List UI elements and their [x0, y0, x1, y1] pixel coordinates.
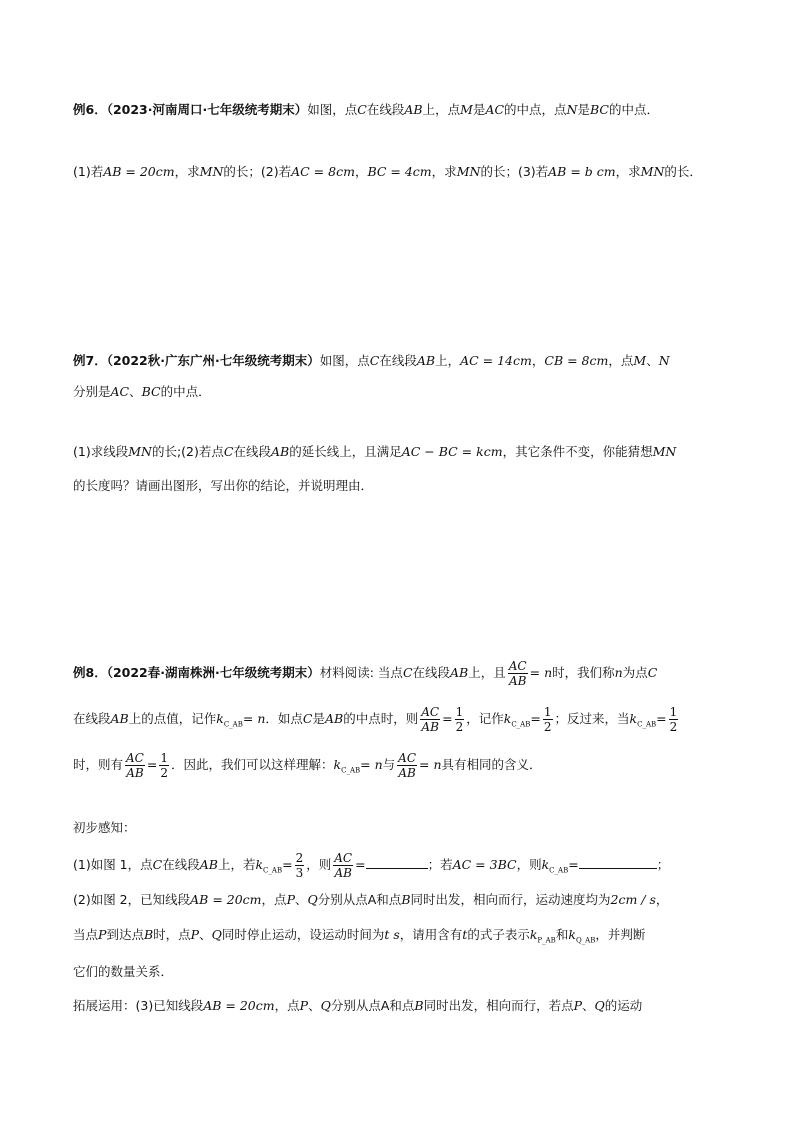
text: (2)如图 2，已知线段 — [73, 892, 191, 907]
text: 材料阅读: 当点 — [319, 665, 403, 680]
text: 拓展运用：(3)已知线段 — [73, 998, 204, 1013]
text: 、 — [646, 353, 659, 368]
text: 、 — [582, 998, 595, 1013]
frac-den: AB — [508, 674, 527, 688]
text: 上，若 — [217, 857, 256, 872]
fraction-ac-ab — [333, 852, 353, 879]
ex8-section-heading — [73, 818, 136, 838]
frac-num: AC — [334, 851, 353, 865]
text: 在线段 — [162, 857, 200, 872]
math: C — [223, 444, 234, 459]
math: AC − BC = kcm — [401, 444, 503, 459]
ex7-source: （2022秋·广东广州·七年级统考期末） — [106, 353, 320, 368]
math: B — [414, 998, 424, 1013]
math: P — [190, 927, 200, 942]
text: 是 — [577, 102, 590, 117]
math: 2cm / s — [610, 892, 656, 907]
math: M — [633, 353, 647, 368]
frac-num: AC — [421, 705, 440, 719]
ex8-part-2c — [73, 962, 173, 982]
frac-num: 1 — [543, 705, 552, 719]
math: AB = 20cm — [190, 892, 262, 907]
math: C — [647, 665, 658, 680]
answer-blank-2[interactable] — [579, 856, 657, 869]
math: M — [460, 102, 473, 117]
ex7-question-1 — [73, 442, 676, 462]
frac-den: AB — [421, 720, 439, 734]
math: P — [573, 998, 583, 1013]
text: 同时出发，相向而行，运动速度均为 — [410, 892, 611, 907]
text: ，则 — [306, 857, 332, 872]
math: MN — [652, 444, 677, 459]
math: AC — [110, 384, 130, 399]
math: MN — [128, 444, 152, 459]
math: AB — [404, 102, 423, 117]
text: 在线段 — [379, 353, 417, 368]
ex6-questions: (1)若AB = 20cm，求MN的长；(2)若AC = 8cm，BC = 4cm，求MN的长；(3)若AB = b cm，求MN的长． — [73, 164, 702, 179]
math: BC — [589, 102, 609, 117]
k: k — [333, 757, 342, 772]
k-sub: C_AB — [223, 720, 243, 729]
math: n — [614, 665, 623, 680]
text: 的长;(2)若点 — [151, 444, 224, 459]
text: 如图，点 — [319, 353, 370, 368]
text: 在线段 — [73, 711, 111, 726]
text: ，记作 — [466, 711, 504, 726]
frac-num: AC — [508, 659, 527, 673]
text: 的中点时，则 — [343, 711, 419, 726]
frac-den: 2 — [543, 720, 552, 734]
ex6-source: （2023·河南周口·七年级统考期末） — [106, 102, 308, 117]
text: ．如点 — [265, 711, 303, 726]
math: BC — [141, 384, 161, 399]
math: = — [282, 857, 293, 872]
text: 上，且 — [468, 665, 506, 680]
text: 如图，点 — [307, 102, 358, 117]
ex7-question-2 — [73, 476, 373, 496]
k-symbol — [333, 757, 361, 775]
text: ，求 — [174, 164, 200, 179]
ex7-stem: 例7．（2022秋·广东广州·七年级统考期末）如图，点C在线段AB上，AC = 14cm，CB = 8cm，点M、N — [73, 353, 670, 368]
ex8-line-3 — [73, 752, 542, 781]
text: ，点 — [274, 998, 300, 1013]
text: 当点 — [73, 927, 99, 942]
text: 上的点值，记作 — [128, 711, 217, 726]
ex7-label: 例7． — [73, 353, 107, 368]
frac-den: AB — [334, 866, 352, 880]
math: = — [442, 711, 453, 726]
math: = n — [529, 665, 553, 680]
text: 的运动 — [604, 998, 643, 1013]
text: 分别是 — [73, 384, 111, 399]
text: ，其它条件不变，你能猜想 — [502, 444, 653, 459]
text: 的长；(3)若 — [480, 164, 549, 179]
k: k — [216, 711, 224, 726]
ex6-stem — [73, 100, 659, 120]
k: k — [541, 857, 550, 872]
text: 为点 — [622, 665, 648, 680]
k: k — [255, 857, 264, 872]
text: (1)如图 1，点 — [73, 857, 153, 872]
text: 分别从点A和点 — [317, 892, 402, 907]
frac-den: 2 — [669, 720, 678, 734]
k-symbol — [529, 927, 556, 945]
k: k — [529, 927, 538, 942]
text: 的中点． — [608, 102, 659, 117]
ex8-line-1 — [73, 660, 657, 687]
text: 的长度吗？请画出图形，写出你的结论，并说明理由． — [73, 478, 374, 493]
text: 上，点 — [422, 102, 461, 117]
math: AB — [450, 665, 469, 680]
fraction-half — [669, 706, 679, 733]
math: = — [355, 857, 366, 872]
math: AC = 14cm — [460, 353, 532, 368]
k-sub: C_AB — [511, 720, 531, 729]
fraction-half — [455, 706, 465, 733]
k-sub: P_AB — [537, 936, 556, 945]
math: C — [152, 857, 163, 872]
text: 分别从点A和点 — [330, 998, 415, 1013]
ex8-part-3 — [73, 996, 642, 1016]
text: 、 — [199, 927, 212, 942]
text: (1)求线段 — [73, 444, 129, 459]
ex8-part-2b — [73, 925, 645, 951]
text: ，则 — [516, 857, 542, 872]
ex8-line-2 — [73, 706, 680, 735]
text: 是 — [312, 711, 325, 726]
math: C — [357, 102, 367, 117]
text: ．因此，我们可以这样理解： — [171, 757, 334, 772]
k-sub: C_AB — [263, 866, 283, 875]
text: ； — [656, 857, 670, 872]
ex7-stem-2 — [73, 382, 211, 402]
math: AB — [270, 444, 290, 459]
text: 和 — [555, 927, 569, 942]
text: ， — [655, 892, 669, 907]
math: MN — [456, 164, 481, 179]
text: 时，我们称 — [552, 665, 615, 680]
text: 在线段 — [366, 102, 405, 117]
text: 到达点 — [106, 927, 144, 942]
math: AB = 20cm — [103, 164, 175, 179]
math: AC = 3BC — [452, 857, 517, 872]
math: B — [143, 927, 154, 942]
text: ，并判断 — [595, 927, 646, 942]
text: 的长；(2)若 — [223, 164, 292, 179]
text: 的长． — [664, 164, 702, 179]
frac-den: 2 — [455, 720, 464, 734]
k-sub: C_AB — [549, 866, 569, 875]
frac-den: AB — [126, 766, 144, 780]
math: AC — [485, 102, 505, 117]
math: AB = 20cm — [203, 998, 275, 1013]
math: CB = 8cm — [544, 353, 609, 368]
ex8-part-2 — [73, 890, 668, 910]
math: P — [98, 927, 107, 942]
math: AB — [325, 711, 344, 726]
k-sub: C_AB — [637, 720, 657, 729]
ex6-label: 例6． — [73, 102, 107, 117]
math: AC = 8cm — [291, 164, 355, 179]
math: = — [146, 757, 158, 772]
math: Q — [211, 927, 222, 942]
frac-num: 2 — [295, 851, 304, 865]
k: k — [568, 927, 576, 942]
frac-num: AC — [398, 751, 417, 765]
text: 在线段 — [412, 665, 451, 680]
k: k — [629, 711, 638, 726]
text: 它们的数量关系． — [73, 964, 174, 979]
k-sub: Q_AB — [575, 936, 596, 945]
fraction-ac-ab — [508, 660, 528, 687]
text: ，请用含有 — [399, 927, 463, 942]
frac-den: 3 — [295, 866, 304, 880]
math: = — [530, 711, 541, 726]
text: 的中点． — [160, 384, 211, 399]
k-symbol — [629, 711, 657, 729]
text: 的中点，点 — [504, 102, 567, 117]
math: P — [299, 998, 309, 1013]
text: 同时出发，相向而行，若点 — [423, 998, 574, 1013]
text: ，求 — [431, 164, 457, 179]
frac-den: 2 — [160, 766, 168, 780]
math: P — [286, 892, 295, 907]
math: Q — [307, 892, 318, 907]
fraction-ac-ab — [125, 752, 145, 779]
text: ；若 — [427, 857, 453, 872]
math: B — [401, 892, 411, 907]
text: ；反过来，当 — [554, 711, 630, 726]
math: = n — [360, 757, 383, 772]
frac-num: AC — [126, 751, 144, 765]
text: 在线段 — [233, 444, 271, 459]
text: 时，点 — [153, 927, 191, 942]
k-symbol — [541, 857, 569, 875]
text: 与 — [382, 757, 396, 772]
k-sub: C_AB — [341, 766, 361, 775]
fraction-two-thirds — [295, 852, 305, 879]
math: MN — [199, 164, 224, 179]
k-symbol — [503, 711, 531, 729]
text: 、 — [129, 384, 142, 399]
math: AB — [199, 857, 218, 872]
text: ，求 — [615, 164, 641, 179]
math: BC = 4cm — [367, 164, 432, 179]
text: (1)若 — [73, 164, 104, 179]
math: t s — [384, 927, 400, 942]
text: 的延长线上，且满足 — [289, 444, 402, 459]
math: AB — [416, 353, 436, 368]
frac-den: AB — [398, 766, 416, 780]
math: t — [462, 927, 468, 942]
text: 初步感知： — [73, 820, 136, 835]
k-symbol — [216, 711, 243, 729]
frac-num: 1 — [455, 705, 464, 719]
text: 同时停止运动，设运动时间为 — [221, 927, 385, 942]
math: C — [302, 711, 313, 726]
k-symbol — [568, 927, 596, 945]
text: ，点 — [608, 353, 634, 368]
math: N — [566, 102, 578, 117]
frac-num: 1 — [160, 751, 168, 765]
text: 、 — [294, 892, 308, 907]
math: Q — [594, 998, 605, 1013]
math: = n — [419, 757, 442, 772]
text: 是 — [472, 102, 486, 117]
math: = — [568, 857, 579, 872]
fraction-half — [159, 752, 169, 779]
math: N — [658, 353, 670, 368]
math: AB = b cm — [548, 164, 616, 179]
frac-num: 1 — [669, 705, 678, 719]
ex8-part-1 — [73, 852, 669, 881]
text: 、 — [308, 998, 321, 1013]
text: 时，则有 — [73, 757, 124, 772]
ex8-label: 例8． — [73, 665, 107, 680]
k-symbol — [255, 857, 283, 875]
math: = n — [242, 711, 266, 726]
answer-blank-1[interactable] — [366, 856, 428, 869]
ex8-source: （2022春·湖南株洲·七年级统考期末） — [106, 665, 320, 680]
math: = — [656, 711, 667, 726]
math: Q — [320, 998, 331, 1013]
k: k — [503, 711, 512, 726]
text: 上， — [435, 353, 461, 368]
fraction-ac-ab — [397, 752, 417, 779]
fraction-ac-ab — [420, 706, 440, 733]
math: C — [369, 353, 380, 368]
math: MN — [640, 164, 665, 179]
text: ，点 — [261, 892, 287, 907]
text: 的式子表示 — [467, 927, 530, 942]
math: AB — [110, 711, 129, 726]
fraction-half — [543, 706, 553, 733]
text: 具有相同的含义． — [441, 757, 542, 772]
math: C — [402, 665, 413, 680]
